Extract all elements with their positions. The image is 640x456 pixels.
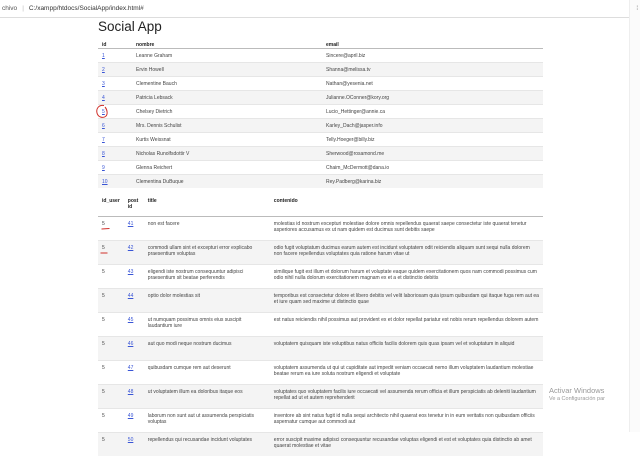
- user-email-cell: Telly.Hoeger@billy.biz: [322, 133, 543, 147]
- post-id-link[interactable]: 41: [128, 221, 134, 227]
- user-email-cell: Sincere@april.biz: [322, 49, 543, 63]
- user-name-cell: Ervin Howell: [132, 63, 322, 77]
- user-email-cell: Karley_Dach@jasper.info: [322, 119, 543, 133]
- user-row: [98, 91, 543, 105]
- post-title-cell: commodi ullam sint et excepturi error explicabo praesentium voluptas: [144, 241, 270, 265]
- post-title-cell: quibusdam cumque rem aut deserunt: [144, 361, 270, 385]
- post-id-link[interactable]: 45: [128, 317, 134, 323]
- post-id-link[interactable]: 42: [128, 245, 134, 251]
- post-body-cell: voluptatem quisquam iste voluptibus natus officiis facilis dolorem quis quas ipsam vel et voluptatum in aliquid: [270, 337, 543, 361]
- col-header-id: id: [98, 36, 132, 49]
- post-user-id-cell: 5: [98, 265, 124, 289]
- user-id-cell: [98, 175, 132, 189]
- post-id-link[interactable]: 47: [128, 365, 134, 371]
- post-id-link[interactable]: 49: [128, 413, 134, 419]
- user-email-cell: Lucio_Hettinger@annie.ca: [322, 105, 543, 119]
- post-title-cell: non est facere: [144, 217, 270, 241]
- user-id-cell: [98, 105, 132, 119]
- user-id-link[interactable]: 5: [102, 109, 105, 115]
- user-id-link[interactable]: 9: [102, 165, 105, 171]
- post-id-cell: [124, 265, 144, 289]
- post-user-id-cell: 5: [98, 217, 124, 241]
- user-id-link[interactable]: 10: [102, 179, 108, 185]
- user-email-cell: Nathan@yesenia.net: [322, 77, 543, 91]
- post-user-id-cell: 5: [98, 385, 124, 409]
- url-path[interactable]: C:/xampp/htdocs/SocialApp/index.html#: [29, 5, 144, 12]
- rail-marker-icon: ⁞: [636, 6, 638, 12]
- posts-header-row: [98, 196, 543, 217]
- user-row: [98, 49, 543, 63]
- user-id-link[interactable]: 2: [102, 67, 105, 73]
- user-name-cell: Leanne Graham: [132, 49, 322, 63]
- post-title-cell: laborum non sunt aut ut assumenda perspiciatis voluptas: [144, 409, 270, 433]
- user-email-cell: Shanna@melissa.tv: [322, 63, 543, 77]
- post-id-cell: [124, 313, 144, 337]
- user-id-link[interactable]: 8: [102, 151, 105, 157]
- post-body-cell: error suscipit maxime adipisci consequuntur recusandae voluptas eligendi et est et voluptates quia distinctio ab amet quaerat molestiae et vitae: [270, 433, 543, 456]
- user-id-cell: [98, 133, 132, 147]
- post-id-cell: [124, 409, 144, 433]
- page-title: Social App: [98, 17, 543, 36]
- post-title-cell: repellendus qui recusandae incidunt voluptates: [144, 433, 270, 456]
- post-body-cell: voluptatem assumenda ut qui ut cupiditate aut impedit veniam occaecati nemo illum voluptatem laudantium molestiae beatae rerum ea iure soluta nostrum eligendi et voluptate: [270, 361, 543, 385]
- post-title-cell: optio dolor molestias sit: [144, 289, 270, 313]
- user-row: [98, 133, 543, 147]
- post-row: [98, 337, 543, 361]
- post-row: [98, 241, 543, 265]
- post-body-cell: voluptates quo voluptatem facilis iure occaecati vel assumenda rerum officia et illum perspiciatis ab deleniti laudantium repellat ad ut et autem reprehenderit: [270, 385, 543, 409]
- post-body-cell: similique fugit est illum et dolorum harum et voluptate eaque quidem exercitationem quos nam commodi possimus cum odio nihil nulla dolorum exercitationem magnam ex et a et distinctio debitis: [270, 265, 543, 289]
- post-title-cell: ut voluptatem illum ea doloribus itaque eos: [144, 385, 270, 409]
- user-row: [98, 63, 543, 77]
- user-row: [98, 175, 543, 189]
- post-id-link[interactable]: 48: [128, 389, 134, 395]
- post-row: [98, 385, 543, 409]
- post-user-id-cell: 5: [98, 433, 124, 456]
- post-user-id-cell: 5: [98, 361, 124, 385]
- user-name-cell: Clementina DuBuque: [132, 175, 322, 189]
- user-email-cell: Rey.Padberg@karina.biz: [322, 175, 543, 189]
- user-row: [98, 161, 543, 175]
- post-id-link[interactable]: 44: [128, 293, 134, 299]
- post-id-cell: [124, 337, 144, 361]
- post-id-cell: [124, 385, 144, 409]
- post-user-id-cell: 5: [98, 409, 124, 433]
- user-id-link[interactable]: 4: [102, 95, 105, 101]
- post-body-cell: molestias id nostrum excepturi molestiae dolore omnis repellendus quaerat saepe consectetur iste quaerat tenetur asperiores accusamus ex ut nam quidem est ducimus sunt debitis saepe: [270, 217, 543, 241]
- col-header-title: title: [144, 196, 270, 217]
- post-body-cell: inventore ab sint natus fugit id nulla sequi architecto nihil quaerat eos tenetur in in eum veritatis non quibusdam officiis aspernatur cumque aut commodi aut: [270, 409, 543, 433]
- post-id-link[interactable]: 50: [128, 437, 134, 443]
- side-scroll-rail[interactable]: [629, 0, 640, 432]
- post-user-id-cell: 5: [98, 313, 124, 337]
- post-id-cell: [124, 241, 144, 265]
- col-header-email: email: [322, 36, 543, 49]
- user-id-cell: [98, 77, 132, 91]
- post-id-cell: [124, 361, 144, 385]
- users-header-row: [98, 36, 543, 49]
- user-id-cell: [98, 119, 132, 133]
- posts-table: [98, 196, 543, 456]
- post-id-cell: [124, 433, 144, 456]
- user-name-cell: Chelsey Dietrich: [132, 105, 322, 119]
- user-row: [98, 119, 543, 133]
- watermark-line-2: Ve a Configuración par: [549, 395, 605, 404]
- user-id-cell: [98, 91, 132, 105]
- user-id-cell: [98, 49, 132, 63]
- user-id-link[interactable]: 6: [102, 123, 105, 129]
- watermark-line-1: Activar Windows: [549, 386, 605, 395]
- post-title-cell: ut numquam possimus omnis eius suscipit laudantium iure: [144, 313, 270, 337]
- post-body-cell: est natus reiciendis nihil possimus aut provident ex et dolor repellat pariatur est nobis rerum repellendus dolorem autem: [270, 313, 543, 337]
- user-id-link[interactable]: 3: [102, 81, 105, 87]
- page-content: [98, 17, 543, 456]
- users-table: [98, 36, 543, 188]
- address-bar[interactable]: [0, 0, 640, 18]
- post-row: [98, 217, 543, 241]
- col-header-post-id: post id: [124, 196, 144, 217]
- user-name-cell: Glenna Reichert: [132, 161, 322, 175]
- user-name-cell: Patricia Lebsack: [132, 91, 322, 105]
- post-row: [98, 289, 543, 313]
- user-email-cell: Chaim_McDermott@dana.io: [322, 161, 543, 175]
- user-email-cell: Julianne.OConner@kory.org: [322, 91, 543, 105]
- url-scheme: chivo: [0, 5, 17, 12]
- post-user-id-cell: 5: [98, 337, 124, 361]
- address-separator: |: [22, 5, 24, 12]
- post-id-cell: [124, 289, 144, 313]
- user-id-cell: [98, 63, 132, 77]
- post-id-link[interactable]: 46: [128, 341, 134, 347]
- user-id-link[interactable]: 7: [102, 137, 105, 143]
- user-id-cell: [98, 161, 132, 175]
- user-name-cell: Clementine Bauch: [132, 77, 322, 91]
- user-name-cell: Mrs. Dennis Schulist: [132, 119, 322, 133]
- col-header-id-user: id_user: [98, 196, 124, 217]
- user-row: [98, 147, 543, 161]
- windows-activation-watermark: [549, 386, 605, 404]
- post-row: [98, 265, 543, 289]
- col-header-contenido: contenido: [270, 196, 543, 217]
- post-title-cell: eligendi iste nostrum consequuntur adipisci praesentium sit beatae perferendis: [144, 265, 270, 289]
- post-row: [98, 313, 543, 337]
- user-id-cell: [98, 147, 132, 161]
- user-email-cell: Sherwood@rosamond.me: [322, 147, 543, 161]
- user-row: [98, 77, 543, 91]
- post-row: [98, 409, 543, 433]
- col-header-nombre: nombre: [132, 36, 322, 49]
- user-name-cell: Nicholas Runolfsdottir V: [132, 147, 322, 161]
- post-body-cell: odio fugit voluptatum ducimus earum autem est incidunt voluptatem odit reiciendis aliquam sunt sequi nulla dolorem non facere repellendus voluptates quia ratione harum vitae ut: [270, 241, 543, 265]
- post-user-id-cell: 5: [98, 289, 124, 313]
- post-body-cell: temporibus est consectetur dolore et libero debitis vel velit laboriosam quia ipsum quibusdam qui itaque fuga rem aut ea et iure quam sed maxime ut distinctio quae: [270, 289, 543, 313]
- post-user-id-cell: 5: [98, 241, 124, 265]
- post-id-link[interactable]: 43: [128, 269, 134, 275]
- user-id-link[interactable]: 1: [102, 53, 105, 59]
- post-row: [98, 433, 543, 456]
- post-row: [98, 361, 543, 385]
- user-row: [98, 105, 543, 119]
- post-id-cell: [124, 217, 144, 241]
- post-title-cell: aut quo modi neque nostrum ducimus: [144, 337, 270, 361]
- user-name-cell: Kurtis Weissnat: [132, 133, 322, 147]
